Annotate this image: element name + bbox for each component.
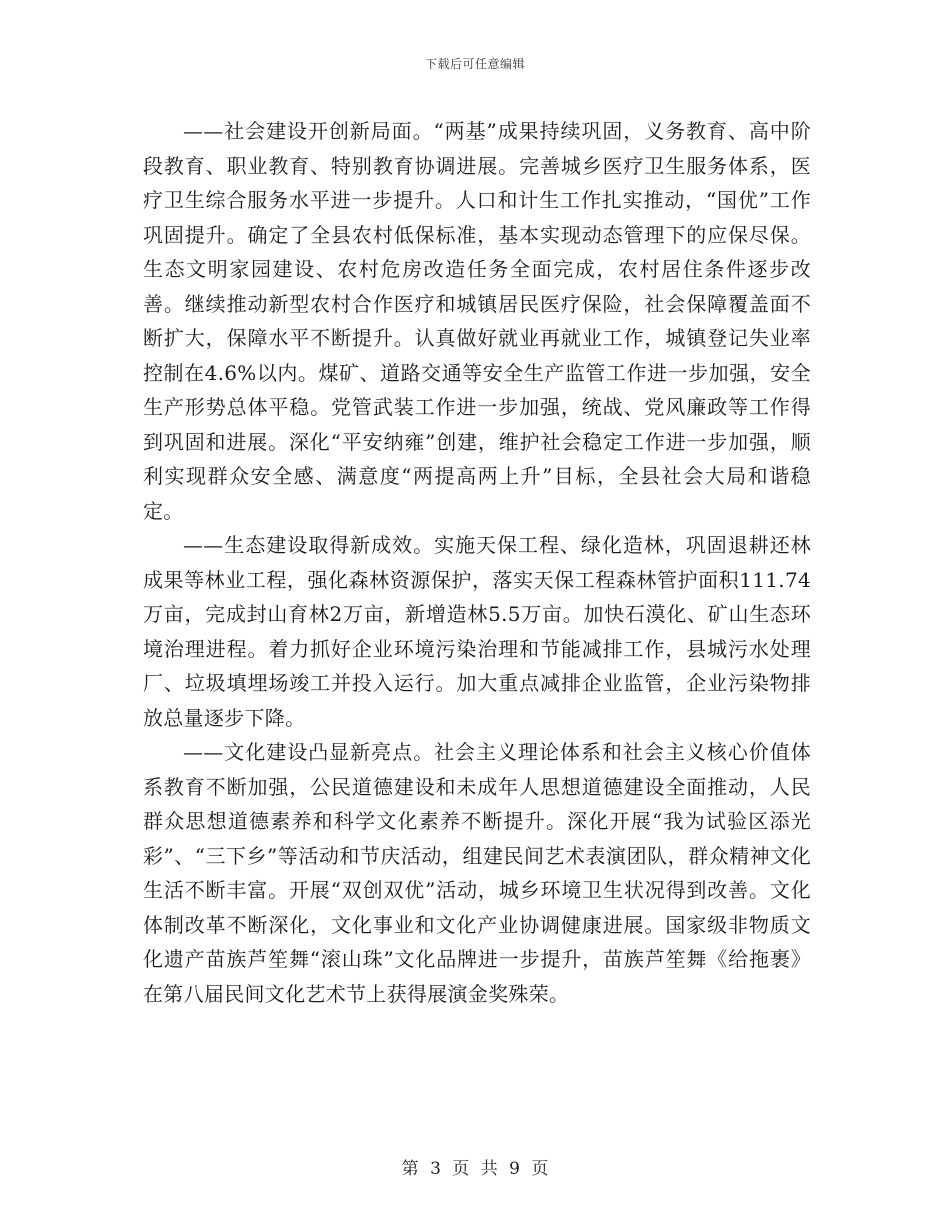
- page-number-footer: 第 3 页 共 9 页: [401, 1159, 549, 1179]
- document-body: [143, 114, 811, 1011]
- paragraph-social-construction: ——社会建设开创新局面。“两基”成果持续巩固，义务教育、高中阶段教育、职业教育、特别教育协调进展。完善城乡医疗卫生服务体系，医疗卫生综合服务水平进一步提升。人口和计生工作扎实推动，“国优”工作巩固提升。确定了全县农村低保标准，基本实现动态管理下的应保尽保。生态文明家园建设、农村危房改造任务全面完成，农村居住条件逐步改善。继续推动新型农村合作医疗和城镇居民医疗保险，社会保障覆盖面不断扩大，保障水平不断提升。认真做好就业再就业工作，城镇登记失业率控制在4.6%以内。煤矿、道路交通等安全生产监管工作进一步加强，安全生产形势总体平稳。党管武装工作进一步加强，统战、党风廉政等工作得到巩固和进展。深化“平安纳雍”创建，维护社会稳定工作进一步加强，顺利实现群众安全感、满意度“两提高两上升”目标，全县社会大局和谐稳定。: [143, 119, 811, 523]
- paragraph-ecological-construction: ——生态建设取得新成效。实施天保工程、绿化造林，巩固退耕还林成果等林业工程，强化森林资源保护，落实天保工程森林管护面积111.74万亩，完成封山育林2万亩，新增造林5.5万亩。加快石漠化、矿山生态环境治理进程。着力抓好企业环境污染治理和节能减排工作，县城污水处理厂、垃圾填埋场竣工并投入运行。加大重点减排企业监管，企业污染物排放总量逐步下降。: [143, 533, 811, 730]
- paragraph-cultural-construction: ——文化建设凸显新亮点。社会主义理论体系和社会主义核心价值体系教育不断加强，公民道德建设和未成年人思想道德建设全面推动，人民群众思想道德素养和科学文化素养不断提升。深化开展“我为试验区添光彩”、“三下乡”等活动和节庆活动，组建民间艺术表演团队，群众精神文化生活不断丰富。开展“双创双优”活动，城乡环境卫生状况得到改善。文化体制改革不断深化，文化事业和文化产业协调健康进展。国家级非物质文化遗产苗族芦笙舞“滚山珠”文化品牌进一步提升，苗族芦笙舞《给拖裹》在第八届民间文化艺术节上获得展演金奖殊荣。: [143, 740, 811, 1006]
- page-header-note: 下载后可任意编辑: [424, 57, 525, 71]
